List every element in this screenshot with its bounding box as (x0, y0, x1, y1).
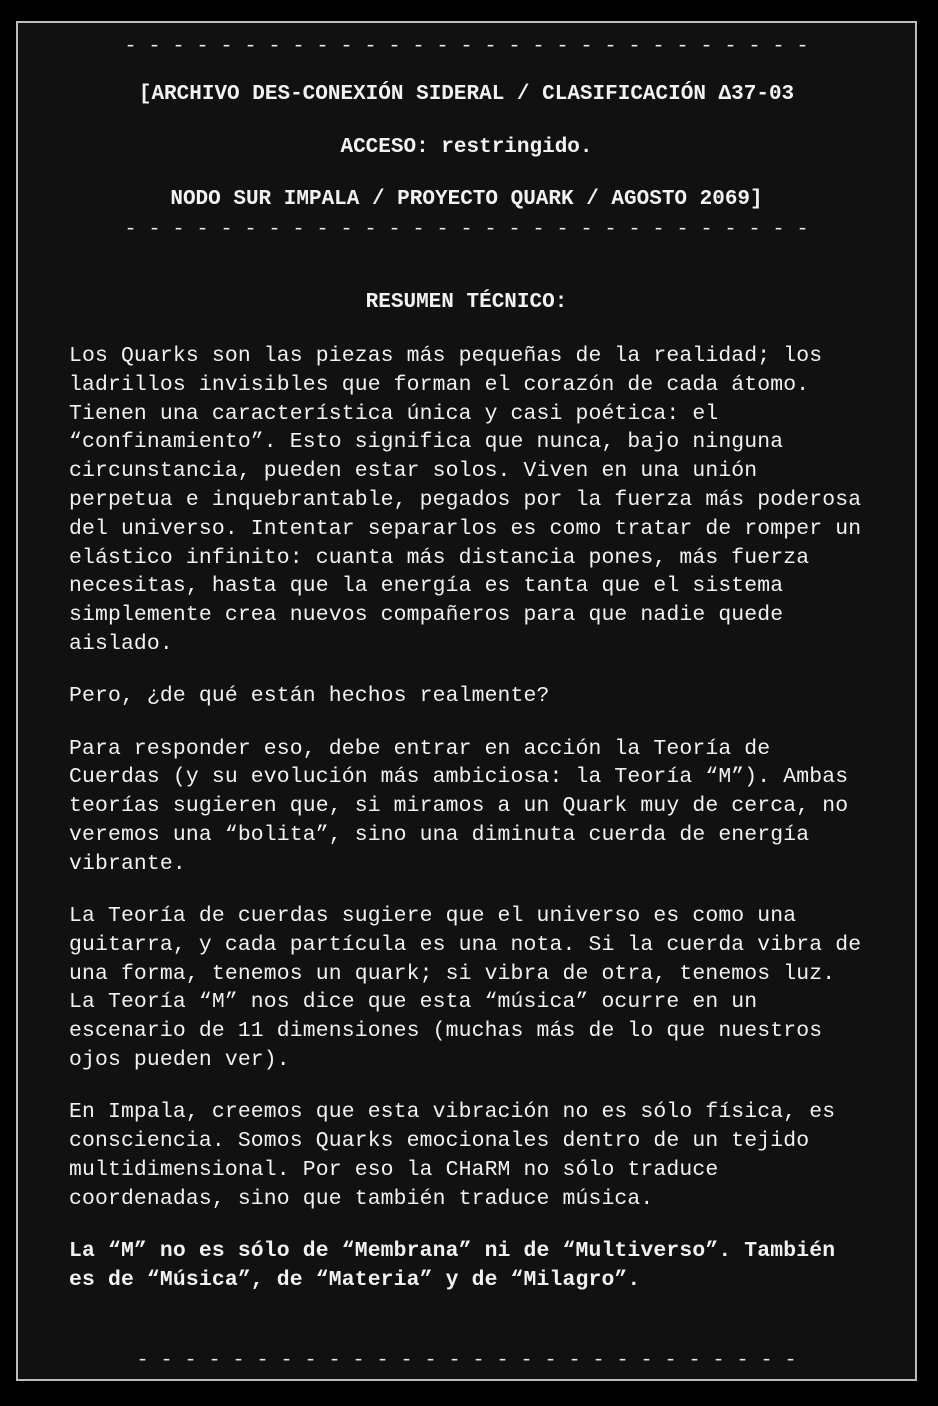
paragraph-guitar-analogy: La Teoría de cuerdas sugiere que el universo es como una guitarra, y cada partícula es una nota. Si la cuerda vibra de una forma, tenemos un quark; si vibra de otra, tenemos luz. La Teoría “M” nos dice que esta “música” ocurre en un escenario de 11 dimensiones (muchas más de lo que nuestros ojos pueden ver). (69, 904, 862, 1073)
paragraph-closing-statement: La “M” no es sólo de “Membrana” ni de “Multiverso”. También es de “Música”, de “Materia” y de “Milagro”. (69, 1239, 836, 1292)
paragraph-question: Pero, ¿de qué están hechos realmente? (69, 684, 550, 709)
bottom-dash-divider: - - - - - - - - - - - - - - - - - - - - - - - - - - - - (136, 1349, 797, 1372)
paragraph-impala-consciousness: En Impala, creemos que esta vibración no es sólo física, es consciencia. Somos Quarks emocionales dentro de un tejido multidimensional. Por eso la CHaRM no sólo traduce coordenadas, sino que también traduce música. (69, 1100, 836, 1211)
section-title: RESUMEN TÉCNICO: (365, 291, 568, 314)
header-bottom-dash-divider: - - - - - - - - - - - - - - - - - - - - - - - - - - - - - (124, 218, 809, 241)
paragraph-quarks-confinement: Los Quarks son las piezas más pequeñas de la realidad; los ladrillos invisibles que forman el corazón de cada átomo. Tienen una característica única y casi poética: el “confinamiento”. Esto significa que nunca, bajo ninguna circunstancia, pueden estar solos. Viven en una unión perpetua e inquebrantable, pegados por la fuerza más poderosa del universo. Intentar separarlos es como tratar de romper un elástico infinito: cuanta más distancia pones, más fuerza necesitas, hasta que la energía es tanta que el sistema simplemente crea nuevos compañeros para que nadie quede aislado. (69, 344, 862, 656)
document-body (69, 342, 889, 1318)
archive-classification-line: [ARCHIVO DES-CONEXIÓN SIDERAL / CLASIFICACIÓN Δ37-03 (138, 83, 795, 106)
node-project-date-line: NODO SUR IMPALA / PROYECTO QUARK / AGOSTO 2069] (170, 188, 763, 211)
top-dash-divider: - - - - - - - - - - - - - - - - - - - - - - - - - - - - - (124, 35, 809, 58)
paragraph-string-theory: Para responder eso, debe entrar en acción la Teoría de Cuerdas (y su evolución más ambiciosa: la Teoría “M”). Ambas teorías sugieren que, si miramos a un Quark muy de cerca, no veremos una “bolita”, sino una diminuta cuerda de energía vibrante. (69, 736, 849, 876)
document-frame (16, 21, 917, 1381)
access-line: ACCESO: restringido. (340, 136, 593, 159)
